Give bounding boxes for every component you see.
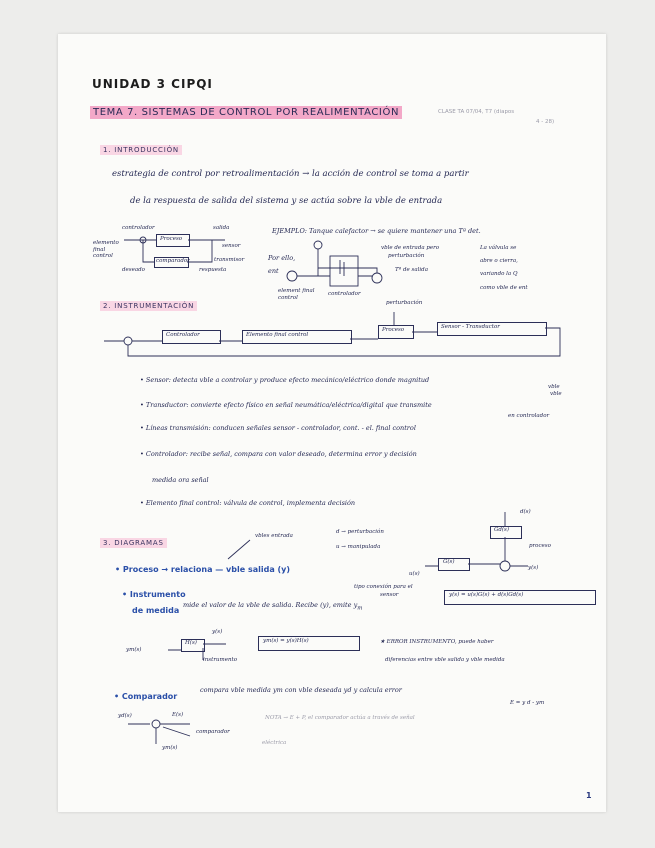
h-label: H(s) <box>185 640 197 646</box>
diag-elemento: elemento final control <box>93 240 119 260</box>
comparador-text: compara vble medida ym con vble deseada yd y calcula error <box>200 686 402 694</box>
unit-title: UNIDAD 3 CIPQI <box>92 77 213 91</box>
ejemplo-text: EJEMPLO: Tanque calefactor → se quiere mantener una Tª det. <box>272 227 481 235</box>
error-note-2: diferencias entre vble salida y vble medida <box>385 657 505 663</box>
ejemplo-ent: ent <box>268 267 279 275</box>
diag-respuesta: respuesta <box>199 267 227 273</box>
proceso-label: proceso <box>529 543 551 549</box>
process-summing-junction <box>500 561 510 571</box>
ejemplo-elemento: element final control <box>278 288 315 301</box>
instrumento-1: • Instrumento <box>122 590 186 599</box>
ejemplo-perturbacion: perturbación <box>388 253 425 259</box>
us-label: u(s) <box>409 571 420 577</box>
item-elemento: • Elemento final control: válvula de control, implementa decisión <box>140 499 356 507</box>
tank-controller <box>314 241 322 249</box>
ejemplo-nota-3: variando la Q <box>480 271 518 277</box>
ejemplo-nota-4: como vble de ent <box>480 285 528 291</box>
eq-y: y(s) = u(s)G(s) + d(s)Gd(s) <box>449 592 524 598</box>
diag-proceso: Proceso <box>160 236 183 242</box>
gd-label: Gd(s) <box>494 527 510 533</box>
ys-label: y(s) <box>528 565 539 571</box>
page-number: 1 <box>586 791 592 800</box>
diag-comparador: comparador <box>156 258 190 264</box>
comparador-junction <box>152 720 160 728</box>
ys2-label: y(s) <box>212 629 223 635</box>
e-eq: E = y d - ym <box>510 700 545 706</box>
es-label: E(s) <box>172 712 184 718</box>
item-controlador-2: medida ora señal <box>152 476 209 484</box>
intro-line-1: estrategia de control por retroalimentación → la acción de control se toma a partir <box>112 169 469 179</box>
instr-perturbacion: perturbación <box>386 300 423 306</box>
section-3-title: 3. DIAGRAMAS <box>100 540 167 547</box>
item-extra-1: vble <box>548 384 560 390</box>
eq-ym: ym(s) = y(s)H(s) <box>263 638 309 644</box>
ejemplo-nota-2: abre o cierra, <box>480 258 518 264</box>
proceso-line: • Proceso → relaciona — vble salida (y) <box>115 565 291 574</box>
vbles-entrada: vbles entrada <box>255 533 293 539</box>
intro-line-2: de la respuesta de salida del sistema y se actúa sobre la vble de entrada <box>130 196 443 206</box>
ejemplo-porello: Por ello, <box>268 254 296 262</box>
diag-sensor: sensor <box>222 243 241 249</box>
instrumento-text: mide el valor de la vble de salida. Recibe (y), emite $y_m$ <box>183 601 363 612</box>
instrumento-2: de medida <box>132 606 180 615</box>
tank-sensor <box>372 273 382 283</box>
diag-transmisor: transmisor <box>214 257 245 263</box>
d-perturbacion: d → perturbación <box>336 529 384 535</box>
tank-valve <box>287 271 297 281</box>
item-extra-2: en controlador <box>508 413 550 419</box>
tipo-conexion-2: sensor <box>380 592 399 598</box>
block-proceso-label: Proceso <box>382 327 405 333</box>
clase-note-2: 4 - 28) <box>536 119 555 125</box>
ejemplo-nota-1: La válvula se <box>480 245 517 251</box>
intro-loop-lines <box>124 240 225 262</box>
clase-note: CLASE TA 07/04, T7 (diapos <box>438 109 515 115</box>
ejemplo-controlador: controlador <box>328 291 361 297</box>
instrumento-label: instrumento <box>203 657 238 663</box>
diag-deseado: deseado <box>122 267 145 273</box>
block-sensor-label: Sensor - Transductor <box>441 324 500 330</box>
g-label: G(s) <box>443 559 455 565</box>
diag-salida: salida <box>213 225 230 231</box>
item-sensor: • Sensor: detecta vble a controlar y produce efecto mecánico/eléctrico donde magnitud <box>140 376 430 384</box>
ejemplo-vble: vble de entrada pero <box>381 245 440 251</box>
nota-text: NOTA → E + P, el comparador actúa a través de señal <box>265 715 415 721</box>
comparador-title: • Comparador <box>114 692 178 701</box>
yms-label: ym(s) <box>126 647 142 653</box>
ds-label: d(s) <box>520 509 531 515</box>
ym2-label: ym(s) <box>162 745 178 751</box>
error-note: ★ ERROR INSTRUMENTO, puede haber <box>380 639 494 645</box>
ejemplo-tsalida: Tª de salida <box>395 267 428 273</box>
item-transductor: • Transductor: convierte efecto físico en señal neumática/eléctrica/digital que transmite <box>140 401 432 409</box>
section-2-title: 2. INSTRUMENTACIÓN <box>100 303 197 310</box>
item-controlador: • Controlador: recibe señal, compara con valor deseado, determina error y decisión <box>140 450 417 458</box>
diag-controlador: controlador <box>122 225 155 231</box>
instr-loop-lines <box>104 328 560 356</box>
comparador-label: comparador <box>196 729 230 735</box>
yd-label: yd(s) <box>118 713 132 719</box>
block-controlador-label: Controlador <box>166 332 200 338</box>
tema-title: TEMA 7. SISTEMAS DE CONTROL POR REALIMENTACIÓN <box>90 108 402 118</box>
tipo-conexion-1: tipo conexión para el <box>354 584 413 590</box>
block-elemento-label: Elemento final control <box>246 332 309 338</box>
u-manipulada: u → manipulada <box>336 544 381 550</box>
nota-text-2: eléctrica <box>262 740 287 746</box>
item-extra-1b: vble <box>550 391 562 397</box>
instr-summing-junction <box>124 337 132 345</box>
item-lineas: • Líneas transmisión: conducen señales sensor - controlador, cont. - el. final control <box>140 424 416 432</box>
section-1-title: 1. INTRODUCCIÓN <box>100 147 182 154</box>
